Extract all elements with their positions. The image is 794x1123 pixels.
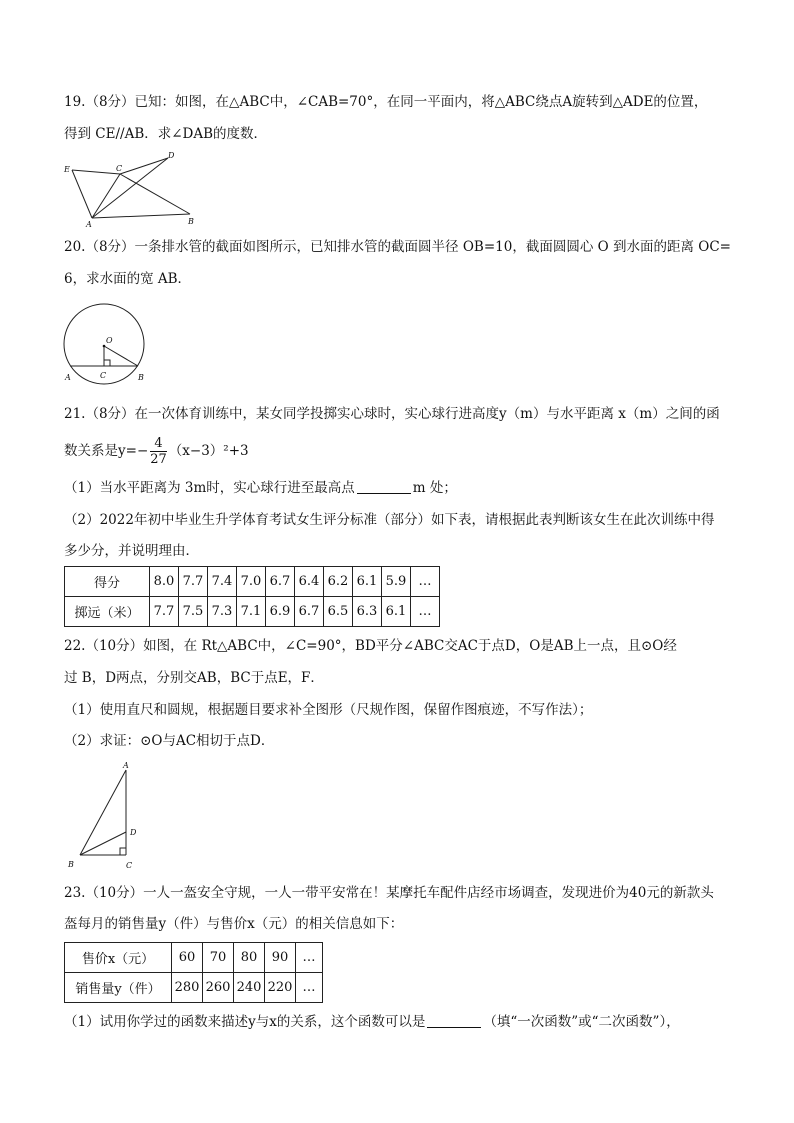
table-cell: 280 (172, 973, 203, 1003)
q19-label-d: D (168, 151, 175, 160)
q22-line-2: 过 B，D两点，分别交AB，BC于点E，F． (64, 670, 324, 686)
q21-part1-unit: m 处； (412, 480, 457, 496)
q20-label-o: O (106, 336, 113, 345)
table-cell: 240 (234, 973, 265, 1003)
q23-line-2: 盔每月的销售量y（件）与售价x（元）的相关信息如下： (64, 916, 404, 932)
q20-label-c: C (100, 371, 107, 380)
table-row (65, 973, 323, 1003)
q23-line-3 (64, 1012, 680, 1032)
table-cell: 7.0 (237, 567, 266, 597)
q23-answer-blank[interactable] (427, 1013, 481, 1028)
q19-line-2: 得到 CE//AB．求∠DAB的度数． (64, 126, 268, 142)
table-cell: 90 (265, 943, 296, 973)
q23-price-table (64, 942, 323, 1003)
table-row (65, 943, 323, 973)
table-head-score: 得分 (65, 567, 150, 597)
q21-answer-blank[interactable] (357, 479, 411, 494)
q21-function-suffix: （x−3）²+3 (168, 443, 249, 459)
table-cell: 7.4 (208, 567, 237, 597)
q21-function-prefix: 数关系是y=− (64, 443, 149, 459)
q23-part1-text: （1）试用你学过的函数来描述y与x的关系，这个函数可以是 (64, 1014, 426, 1030)
q20-label-a: A (65, 373, 71, 382)
table-cell: 7.1 (237, 597, 266, 627)
q22-label-a: A (123, 761, 129, 770)
table-head-distance: 掷远（米） (65, 597, 150, 627)
q22-label-b: B (68, 860, 74, 869)
q21-score-table (64, 566, 440, 627)
table-cell: … (411, 567, 440, 597)
table-cell: 8.0 (150, 567, 179, 597)
table-cell: 6.9 (266, 597, 295, 627)
q19-label-a: A (86, 220, 92, 229)
table-row (65, 597, 440, 627)
table-cell: 6.1 (353, 567, 382, 597)
table-cell: 80 (234, 943, 265, 973)
q19-line-1: 19.（8分）已知：如图，在△ABC中，∠CAB=70°，在同一平面内，将△ABC绕点A旋转到△ADE的位置， (64, 94, 708, 110)
table-cell: 70 (203, 943, 234, 973)
table-cell: 260 (203, 973, 234, 1003)
table-cell: 60 (172, 943, 203, 973)
table-cell: 220 (265, 973, 296, 1003)
table-cell: … (296, 943, 323, 973)
q19-label-b: B (188, 217, 194, 226)
table-cell: 6.7 (266, 567, 295, 597)
q20-circle-figure (60, 300, 150, 388)
q22-line-3: （1）使用直尺和圆规，根据题目要求补全图形（尺规作图，保留作图痕迹，不写作法）； (64, 702, 593, 718)
table-cell: 7.7 (179, 567, 208, 597)
table-cell: 7.7 (150, 597, 179, 627)
q21-line-4: （2）2022年初中毕业生升学体育考试女生评分标准（部分）如下表，请根据此表判断该女生在此次训练中得 (64, 512, 715, 528)
table-cell: 6.4 (295, 567, 324, 597)
table-cell: 6.2 (324, 567, 353, 597)
table-cell: 7.3 (208, 597, 237, 627)
q23-line-1: 23.（10分）一人一盔安全守规，一人一带平安常在！某摩托车配件店经市场调查，发现进价为40元的新款头 (64, 885, 714, 901)
q22-label-c: C (126, 861, 133, 870)
table-cell: … (296, 973, 323, 1003)
q22-line-1: 22.（10分）如图，在 Rt△ABC中，∠C=90°，BD平分∠ABC交AC于点D，O是AB上一点，且⊙O经 (64, 638, 677, 654)
table-cell: 6.3 (353, 597, 382, 627)
table-cell: 6.1 (382, 597, 411, 627)
q22-right-triangle-figure (60, 758, 150, 873)
q22-label-d: D (130, 828, 137, 837)
table-cell: 7.5 (179, 597, 208, 627)
table-cell: … (411, 597, 440, 627)
q23-part1-hint: （填“一次函数”或“二次函数”）， (483, 1014, 680, 1030)
q22-line-4: （2）求证：⊙O与AC相切于点D． (64, 733, 275, 749)
q21-line-5: 多少分，并说明理由． (64, 543, 199, 559)
table-cell: 6.5 (324, 597, 353, 627)
table-cell: 5.9 (382, 567, 411, 597)
q20-label-b: B (138, 373, 144, 382)
q20-line-1: 20.（8分）一条排水管的截面如图所示，已知排水管的截面圆半径 OB=10，截面圆圆心 O 到水面的距离 OC= (64, 239, 731, 255)
q21-fraction-denominator: 27 (150, 452, 167, 467)
q19-label-c: C (116, 164, 123, 173)
q21-part1-text: （1）当水平距离为 3m时，实心球行进至最高点 (64, 480, 355, 496)
q19-label-e: E (64, 165, 70, 174)
table-head-sales: 销售量y（件） (65, 973, 172, 1003)
q21-fraction (150, 436, 167, 467)
q20-line-2: 6，求水面的宽 AB． (64, 271, 192, 287)
q21-fraction-numerator: 4 (150, 436, 167, 452)
q21-line-2 (64, 434, 249, 468)
q21-line-3 (64, 478, 457, 498)
q19-triangle-figure (60, 150, 210, 230)
q21-line-1: 21.（8分）在一次体育训练中，某女同学投掷实心球时，实心球行进高度y（m）与水平距离 x（m）之间的函 (64, 406, 720, 422)
table-cell: 6.7 (295, 597, 324, 627)
table-head-price: 售价x（元） (65, 943, 172, 973)
table-row (65, 567, 440, 597)
